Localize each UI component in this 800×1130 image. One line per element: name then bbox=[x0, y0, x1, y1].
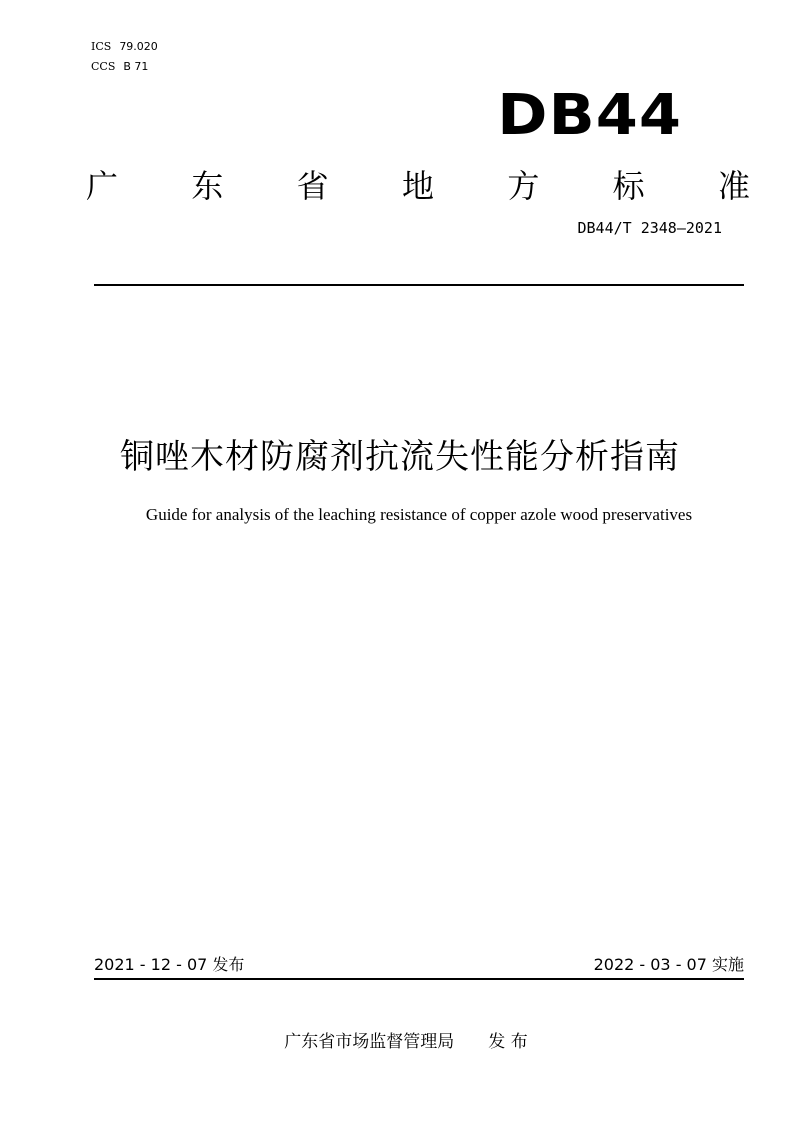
standard-type-char: 标 bbox=[612, 167, 645, 205]
ics-code bbox=[91, 40, 158, 54]
standard-type-char: 东 bbox=[191, 167, 224, 205]
top-divider bbox=[94, 284, 744, 286]
standard-type-heading bbox=[86, 166, 750, 206]
standard-type-char: 方 bbox=[507, 167, 540, 205]
issuer-action: 发 布 bbox=[488, 1032, 528, 1052]
title-english: Guide for analysis of the leaching resistance of copper azole wood preservatives bbox=[145, 505, 693, 524]
ccs-label: CCS bbox=[91, 60, 116, 73]
standard-type-char: 广 bbox=[86, 167, 119, 205]
ccs-value: B 71 bbox=[123, 60, 149, 73]
db44-logo: DB44 bbox=[497, 83, 682, 148]
ccs-code bbox=[91, 60, 148, 74]
title-chinese: 铜唑木材防腐剂抗流失性能分析指南 bbox=[120, 437, 680, 477]
standard-type-char: 地 bbox=[401, 167, 434, 205]
issuer-name: 广东省市场监督管理局 bbox=[284, 1032, 455, 1052]
standard-type-char: 省 bbox=[296, 167, 329, 205]
ics-value: 79.020 bbox=[119, 40, 158, 53]
ics-label: ICS bbox=[91, 40, 112, 53]
date-row bbox=[94, 954, 744, 978]
issue-date: 2021 - 12 - 07 发布 bbox=[94, 955, 245, 974]
issuer-line bbox=[0, 1030, 800, 1054]
standard-type-char: 准 bbox=[717, 167, 750, 205]
implementation-date: 2022 - 03 - 07 实施 bbox=[593, 955, 744, 974]
bottom-divider bbox=[94, 978, 744, 980]
standard-number: DB44/T 2348—2021 bbox=[577, 219, 722, 237]
